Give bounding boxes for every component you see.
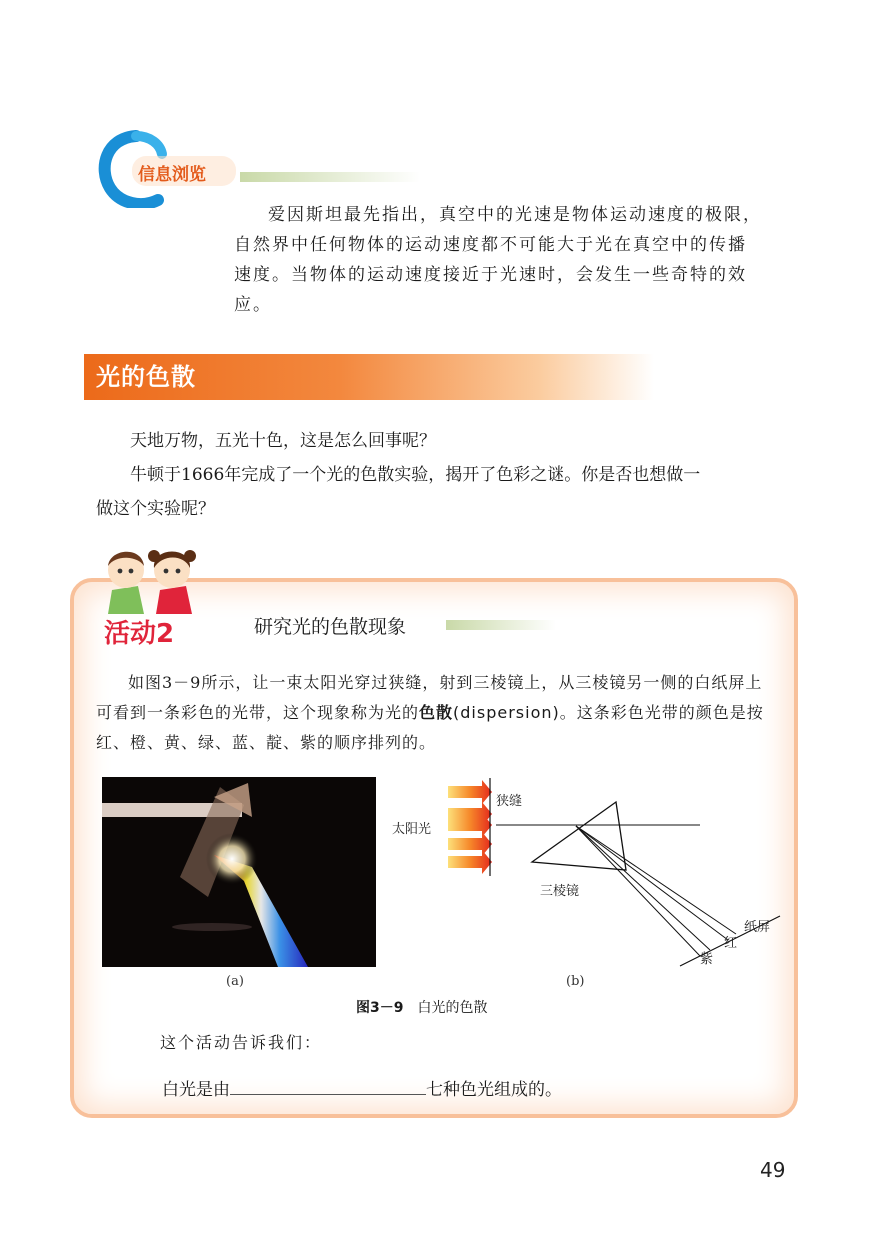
figure-number: 图3－9 [356, 1000, 404, 1016]
children-illustration [100, 540, 200, 614]
activity-paragraph [96, 668, 776, 758]
activity-title-bar [446, 620, 556, 630]
label-prism: 三棱镜 [540, 884, 580, 899]
intro-text [96, 424, 786, 526]
label-violet: 紫 [700, 952, 714, 967]
activity-text-after: 。这条彩色光带的颜色是按红、橙、黄、绿、蓝、靛、紫的顺序排列的。 [96, 703, 764, 752]
info-browse-text [234, 200, 794, 320]
activity-title: 研究光的色散现象 [254, 616, 407, 638]
answer-blank[interactable] [230, 1076, 426, 1095]
conclusion-after: 七种色光组成的。 [426, 1080, 562, 1100]
activity-label: 活动2 [104, 619, 175, 649]
conclusion-lead: 这个活动告诉我们： [160, 1033, 323, 1052]
label-red: 红 [724, 936, 738, 951]
activity-text-before: 如图3－9所示，让一束太阳光穿过狭缝，射到三棱镜上，从三棱镜另一侧的白纸屏上可看到一条彩色的光带，这个现象称为光的 [96, 673, 763, 722]
label-sunlight: 太阳光 [392, 822, 432, 837]
intro-line: 做这个实验呢？ [96, 499, 215, 519]
label-screen: 纸屏 [744, 920, 771, 935]
keyword-dispersion: 色散 [419, 703, 454, 722]
info-line: 自然界中任何物体的运动速度都不可能大于光在真空中的传播 [234, 235, 747, 255]
section-title: 光的色散 [96, 363, 196, 391]
intro-line: 天地万物，五光十色，这是怎么回事呢？ [130, 431, 436, 451]
figure-caption [356, 997, 487, 1017]
info-line: 爱因斯坦最先指出，真空中的光速是物体运动速度的极限， [268, 205, 762, 225]
caption-a: (a) [226, 974, 244, 989]
figure-title: 白光的色散 [417, 1000, 488, 1016]
keyword-english: (dispersion) [453, 703, 560, 722]
caption-b: (b) [566, 974, 585, 989]
conclusion-before: 白光是由 [162, 1080, 230, 1100]
prism-photo [102, 777, 376, 967]
info-browse-label: 信息浏览 [138, 165, 206, 185]
page-number: 49 [760, 1158, 786, 1182]
info-line: 速度。当物体的运动速度接近于光速时，会发生一些奇特的效 [234, 265, 747, 285]
conclusion-sentence [162, 1076, 562, 1103]
sunlight-arrows-icon [448, 780, 492, 874]
info-browse-bar [240, 172, 420, 182]
info-line: 应。 [234, 295, 272, 315]
label-slit: 狭缝 [496, 794, 523, 809]
intro-line: 牛顿于1666年完成了一个光的色散实验，揭开了色彩之谜。你是否也想做一 [130, 465, 701, 485]
